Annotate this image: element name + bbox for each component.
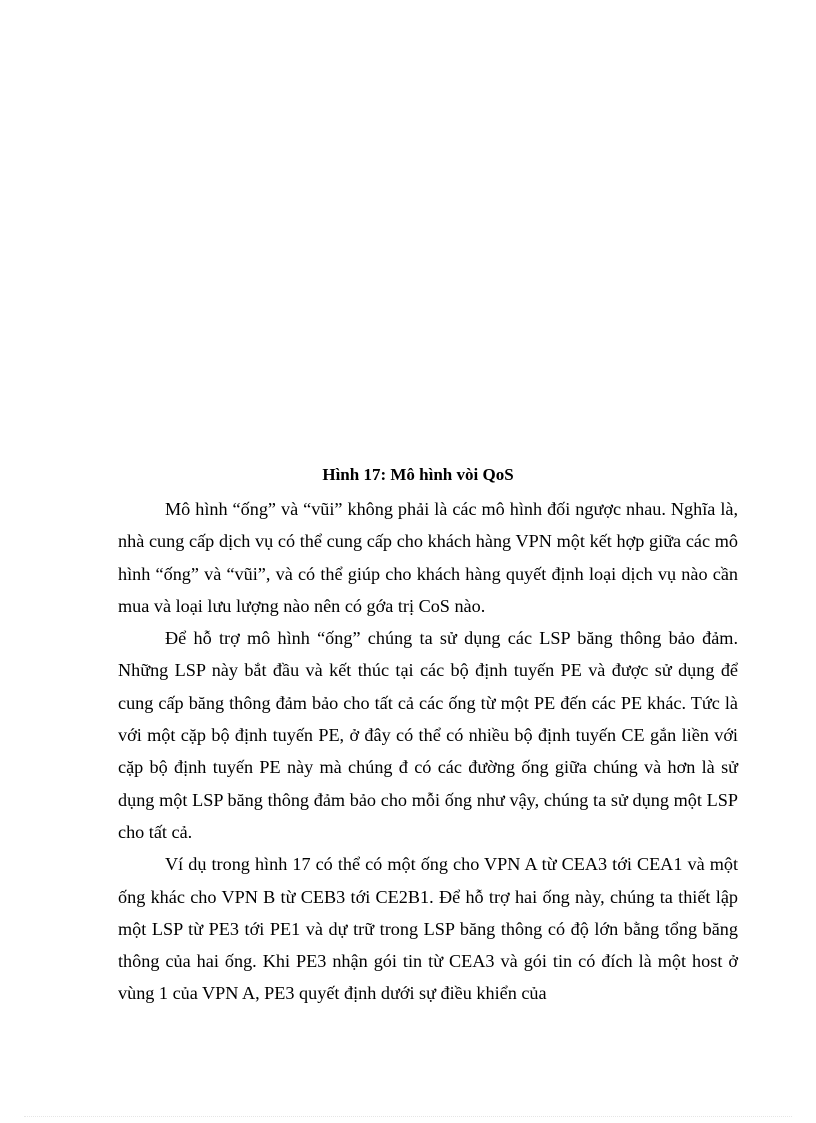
figure-placeholder bbox=[118, 40, 718, 450]
paragraph: Ví dụ trong hình 17 có thể có một ống cho VPN A từ CEA3 tới CEA1 và một ống khác cho VPN B từ CEB3 tới CE2B1. Để hỗ trợ hai ống này, chúng ta thiết lập một LSP từ PE3 tới PE1 và dự trữ trong LSP băng thông có độ lớn bằng tổng băng thông của hai ống. Khi PE3 nhận gói tin từ CEA3 và gói tin có đích là một host ở vùng 1 của VPN A, PE3 quyết định dưới sự điều khiển của bbox=[118, 854, 738, 1004]
paragraph: Để hỗ trợ mô hình “ống” chúng ta sử dụng các LSP băng thông bảo đảm. Những LSP này bắt đầu và kết thúc tại các bộ định tuyến PE và được sử dụng để cung cấp băng thông đảm bảo cho tất cả các ống từ một PE đến các PE khác. Tức là với một cặp bộ định tuyến PE, ở đây có thể có nhiều bộ định tuyến CE gắn liền với cặp bộ định tuyến PE này mà chúng đ có các đường ống giữa chúng và hơn là sử dụng một LSP băng thông đảm bảo cho mỗi ống như vậy, chúng ta sử dụng một LSP cho tất cả. bbox=[118, 628, 738, 842]
body-text bbox=[118, 493, 738, 1010]
paragraph: Mô hình “ống” và “vũi” không phải là các mô hình đối ngược nhau. Nghĩa là, nhà cung cấp dịch vụ có thể cung cấp cho khách hàng VPN một kết hợp giữa các mô hình “ống” và “vũi”, và có thể giúp cho khách hàng quyết định loại dịch vụ nào cần mua và loại lưu lượng nào nên có gớa trị CoS nào. bbox=[118, 499, 738, 616]
figure-caption: Hình 17: Mô hình vòi QoS bbox=[322, 465, 514, 484]
page-bottom-divider bbox=[24, 1116, 792, 1117]
